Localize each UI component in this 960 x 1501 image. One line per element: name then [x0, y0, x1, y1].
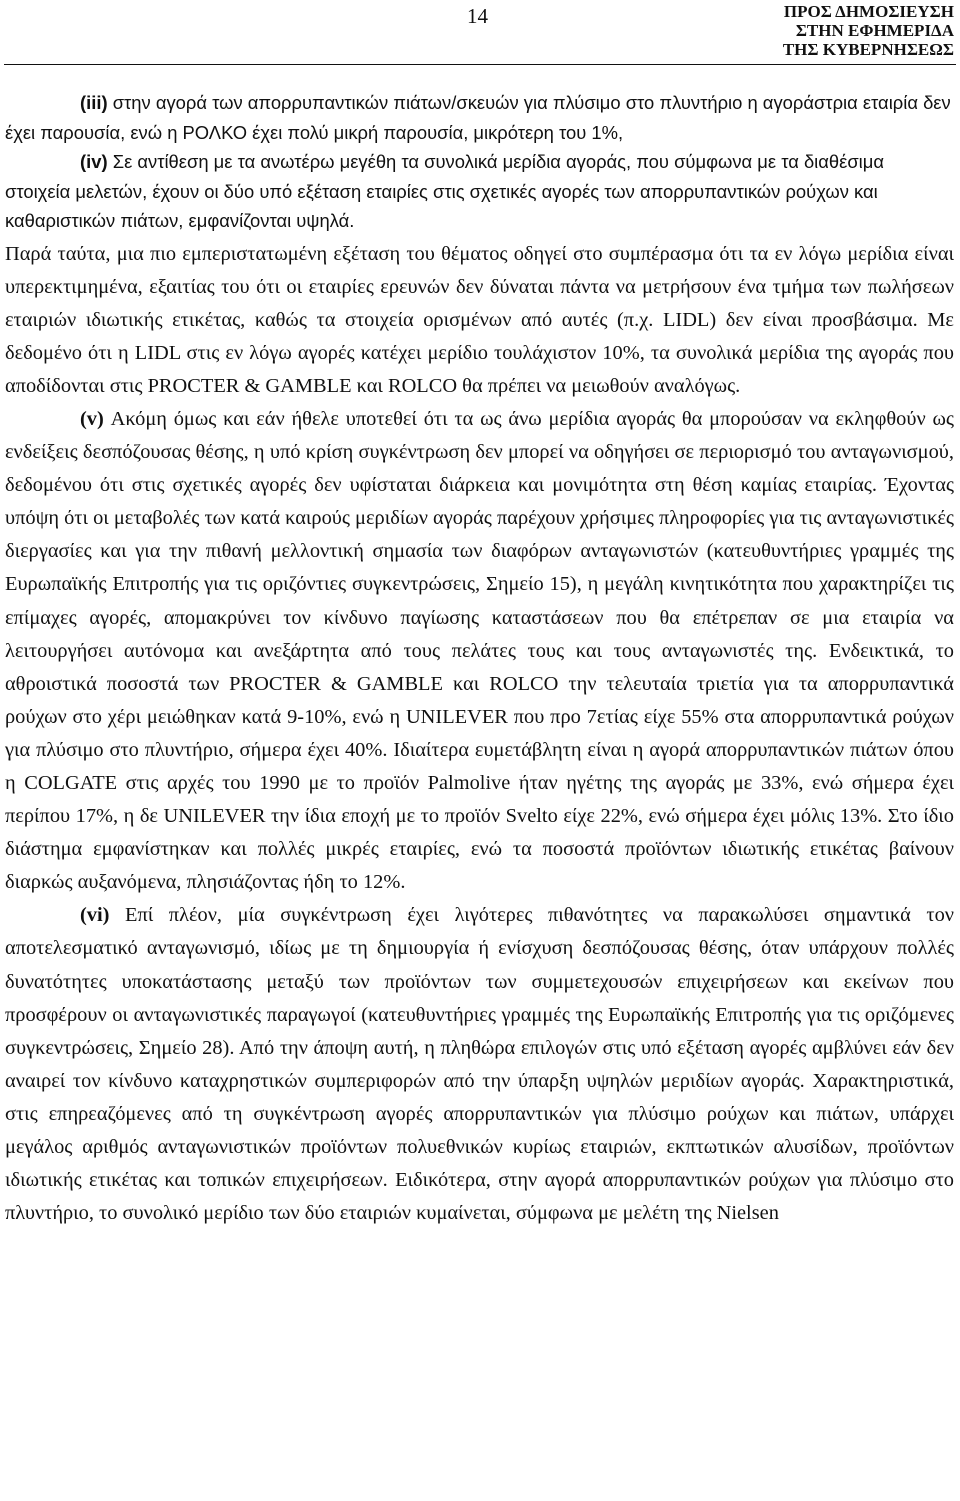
stamp-line-2: ΣΤΗΝ ΕΦΗΜΕΡΙΔΑ — [795, 21, 954, 40]
page-number: 14 — [467, 4, 488, 28]
item-vi-text: Επί πλέον, μία συγκέντρωση έχει λιγότερες πιθανότητες να παρακωλύσει σημαντικά τον αποτελεσματικό ανταγωνισμό, ιδίως με τη δημιουργία ή ενίσχυση δεσπόζουσας θέσης, όταν υπάρχουν πολλές δυνατότητες υποκατάστασης μεταξύ των προϊόντων των συμμετεχουσών επιχειρήσεων και εκείνων που προσφέρουν οι ανταγωνιστικές παραγωγοί (κατευθυντήριες γραμμές της Ευρωπαϊκής Επιτροπής για τις οριζόμενες συγκεντρώσεις, Σημείο 28). Από την άποψη αυτή, η πληθώρα επιλογών στις υπό εξέταση αγορές αμβλύνει εάν δεν αναιρεί τον κίνδυνο καταχρηστικών συμπεριφορών από την ύπαρξη υψηλών μεριδίων αγοράς. Χαρακτηριστικά, στις επηρεαζόμενες από τη συγκέντρωση αγορές απορρυπαντικών για πλύσιμο ρούχων και πιάτων, υπάρχει μεγάλος αριθμός ανταγωνιστικών προϊόντων πολυεθνικών κυρίως εταιριών, εκπτωτικών αλυσίδων, προϊόντων ιδιωτικής ετικέτας και τοπικών επιχειρήσεων. Ειδικότερα, στην αγορά απορρυπαντικών ρούχων για πλύσιμο στο πλυντήριο, το συνολικό μερίδιο των δύο εταιριών κυμαίνεται, σύμφωνα με μελέτη της Nielsen — [5, 904, 954, 1225]
item-iii-text: στην αγορά των απορρυπαντικών πιάτων/σκευών για πλύσιμο στο πλυντήριο η αγοράστρια εταιρία δεν έχει παρουσία, ενώ η ΡΟΛΚΟ έχει πολύ μικρή παρουσία, μικρότερη του 1%, — [5, 92, 951, 143]
main-text-block — [5, 238, 954, 1231]
header-divider — [4, 64, 956, 65]
item-iv-text: Σε αντίθεση με τα ανωτέρω μεγέθη τα συνολικά μερίδια αγοράς, που σύμφωνα με τα διαθέσιμα στοιχεία μελετών, έχουν οι δύο υπό εξέταση εταιρίες στις σχετικές αγορές των απορρυπαντικών ρούχων και καθαριστικών πιάτων, εμφανίζονται υψηλά. — [5, 151, 884, 231]
item-iii-paragraph — [5, 88, 954, 147]
items-iii-iv-block — [5, 88, 954, 236]
item-v-label: (v) — [80, 407, 104, 430]
document-body — [5, 88, 954, 1230]
item-vi-label: (vi) — [80, 904, 110, 927]
stamp-line-3: ΤΗΣ ΚΥΒΕΡΝΗΣΕΩΣ — [782, 40, 954, 59]
item-v-text: Ακόμη όμως και εάν ήθελε υποτεθεί ότι τα ως άνω μερίδια αγοράς θα μπορούσαν να εκληφθούν ως ενδείξεις δεσπόζουσας θέσης, η υπό κρίση συγκέντρωση δεν μπορεί να οδηγήσει σε περιορισμό του ανταγωνισμού, δεδομένου ότι στις σχετικές αγορές δεν υφίσταται διάρκεια και μονιμότητα στη θέση καμίας εταιρίας. Έχοντας υπόψη ότι οι μεταβολές των κατά καιρούς μεριδίων αγοράς παρέχουν χρήσιμες πληροφορίες για τις ανταγωνιστικές διεργασίες και για την πιθανή μελλοντική σημασία των διαφόρων ανταγωνιστών (κατευθυντήριες γραμμές της Ευρωπαϊκής Επιτροπής για τις οριζόντιες συγκεντρώσεις, Σημείο 15), η μεγάλη κινητικότητα που χαρακτηρίζει τις επίμαχες αγορές, απομακρύνει τον κίνδυνο παγίωσης καταστάσεων που θα επέτρεπαν σε μια εταιρία να λειτουργήσει αυτόνομα και ανεξάρτητα από τους πελάτες τους και τους ανταγωνιστές της. Ενδεικτικά, το αθροιστικά ποσοστά των PROCTER & GAMBLE και ROLCO την τελευταία τριετία για τα απορρυπαντικά ρούχων στο χέρι μειώθηκαν κατά 9-10%, ενώ η UNILEVER που προ 7ετίας είχε 55% στα απορρυπαντικά ρούχων για πλύσιμο στο πλυντήριο, σήμερα έχει 40%. Ιδιαίτερα ευμετάβλητη είναι η αγορά απορρυπαντικών πιάτων όπου η COLGATE στις αρχές του 1990 με το προϊόν Palmolive ήταν ηγέτης της αγοράς με 33%, ενώ σήμερα έχει περίπου 17%, η δε UNILEVER την ίδια εποχή με το προϊόν Svelto είχε 22%, ενώ σήμερα έχει μόλις 13%. Στο ίδιο διάστημα εμφανίστηκαν και πολλές μικρές εταιρίες, ενώ τα ποσοστά προϊόντων ιδιωτικής ετικέτας βαίνουν διαρκώς αυξανόμενα, πλησιάζοντας ήδη το 12%. — [5, 407, 954, 894]
item-iv-paragraph — [5, 147, 954, 236]
item-vi-paragraph — [5, 899, 954, 1230]
item-iv-label: (iv) — [80, 151, 108, 172]
paragraph-after-iv: Παρά ταύτα, μια πιο εμπεριστατωμένη εξέταση του θέματος οδηγεί στο συμπέρασμα ότι τα εν λόγω μερίδια είναι υπερεκτιμημένα, εξαιτίας του ότι οι εταιρίες ερευνών δεν δύναται πάντα να μετρήσουν ένα τμήμα των πωλήσεων εταιριών ιδιωτικής ετικέτας, καθώς τα στοιχεία ορισμένων από αυτές (π.χ. LIDL) δεν είναι προσβάσιμα. Με δεδομένο ότι η LIDL στις εν λόγω αγορές κατέχει μερίδιο τουλάχιστον 10%, τα συνολικά μερίδια της αγοράς που αποδίδονται στις PROCTER & GAMBLE και ROLCO θα πρέπει να μειωθούν αναλόγως. — [5, 242, 954, 397]
stamp-line-1: ΠΡΟΣ ΔΗΜΟΣΙΕΥΣΗ — [783, 2, 954, 21]
item-v-paragraph — [5, 403, 954, 899]
item-iii-label: (iii) — [80, 92, 108, 113]
publication-stamp — [783, 2, 954, 59]
